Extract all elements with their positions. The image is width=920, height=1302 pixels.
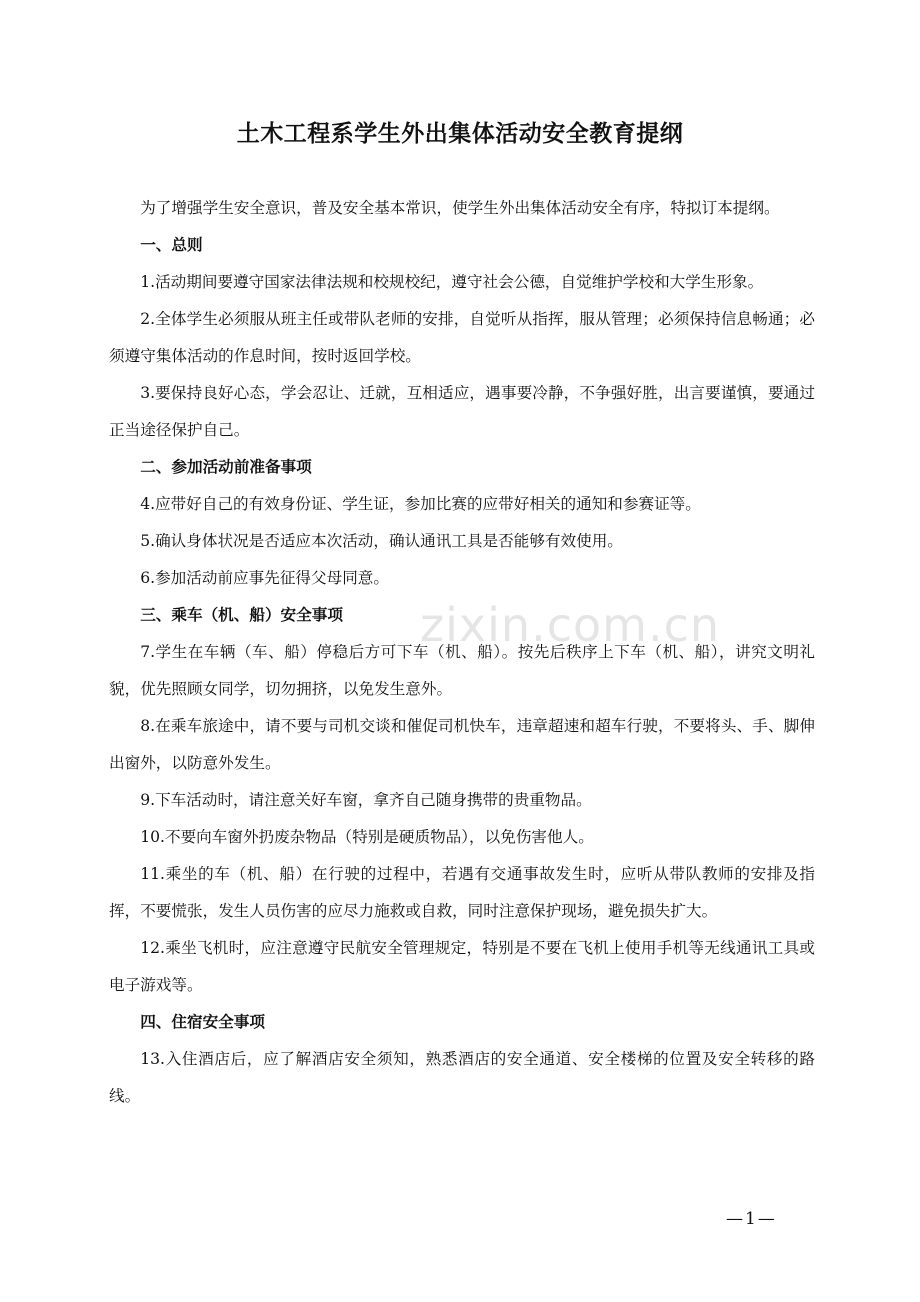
rule-item-3: 3.要保持良好心态，学会忍让、迁就，互相适应，遇事要冷静，不争强好胜，出言要谨慎，要通过正当途径保护自己。 [109, 384, 815, 439]
intro-paragraph: 为了增强学生安全意识，普及安全基本常识，使学生外出集体活动安全有序，特拟订本提纲。 [140, 199, 780, 217]
section-heading-accommodation: 四、住宿安全事项 [140, 1013, 265, 1031]
document-body [109, 190, 815, 1115]
rule-item-7: 7.学生在车辆（车、船）停稳后方可下车（机、船）。按先后秩序上下车（机、船），讲究文明礼貌，优先照顾女同学，切勿拥挤，以免发生意外。 [109, 643, 815, 698]
watermark: zixin.com.cn [420, 598, 721, 652]
rule-item-13: 13.入住酒店后，应了解酒店安全须知，熟悉酒店的安全通道、安全楼梯的位置及安全转移的路线。 [109, 1050, 815, 1105]
rule-item-4: 4.应带好自己的有效身份证、学生证，参加比赛的应带好相关的通知和参赛证等。 [140, 495, 701, 513]
rule-item-12: 12.乘坐飞机时，应注意遵守民航安全管理规定，特别是不要在飞机上使用手机等无线通讯工具或电子游戏等。 [109, 939, 815, 994]
rule-item-9: 9.下车活动时，请注意关好车窗，拿齐自己随身携带的贵重物品。 [140, 791, 592, 809]
rule-item-8: 8.在乘车旅途中，请不要与司机交谈和催促司机快车，违章超速和超车行驶，不要将头、手、脚伸出窗外，以防意外发生。 [109, 717, 815, 772]
document-title: 土木工程系学生外出集体活动安全教育提纲 [236, 121, 684, 147]
page-number: —1— [726, 1209, 777, 1229]
rule-item-11: 11.乘坐的车（机、船）在行驶的过程中，若遇有交通事故发生时，应听从带队教师的安排及指挥，不要慌张，发生人员伤害的应尽力施救或自救，同时注意保护现场，避免损失扩大。 [109, 865, 815, 920]
rule-item-10: 10.不要向车窗外扔废杂物品（特别是硬质物品），以免伤害他人。 [140, 828, 594, 846]
rule-item-5: 5.确认身体状况是否适应本次活动，确认通讯工具是否能够有效使用。 [140, 532, 623, 550]
section-heading-general: 一、总则 [140, 236, 203, 254]
section-heading-transport: 三、乘车（机、船）安全事项 [140, 606, 343, 624]
rule-item-1: 1.活动期间要遵守国家法律法规和校规校纪，遵守社会公德，自觉维护学校和大学生形象。 [140, 273, 764, 291]
rule-item-2: 2.全体学生必须服从班主任或带队老师的安排，自觉听从指挥，服从管理；必须保持信息畅通；必须遵守集体活动的作息时间，按时返回学校。 [109, 310, 815, 365]
section-heading-preparation: 二、参加活动前准备事项 [140, 458, 312, 476]
rule-item-6: 6.参加活动前应事先征得父母同意。 [140, 569, 389, 587]
